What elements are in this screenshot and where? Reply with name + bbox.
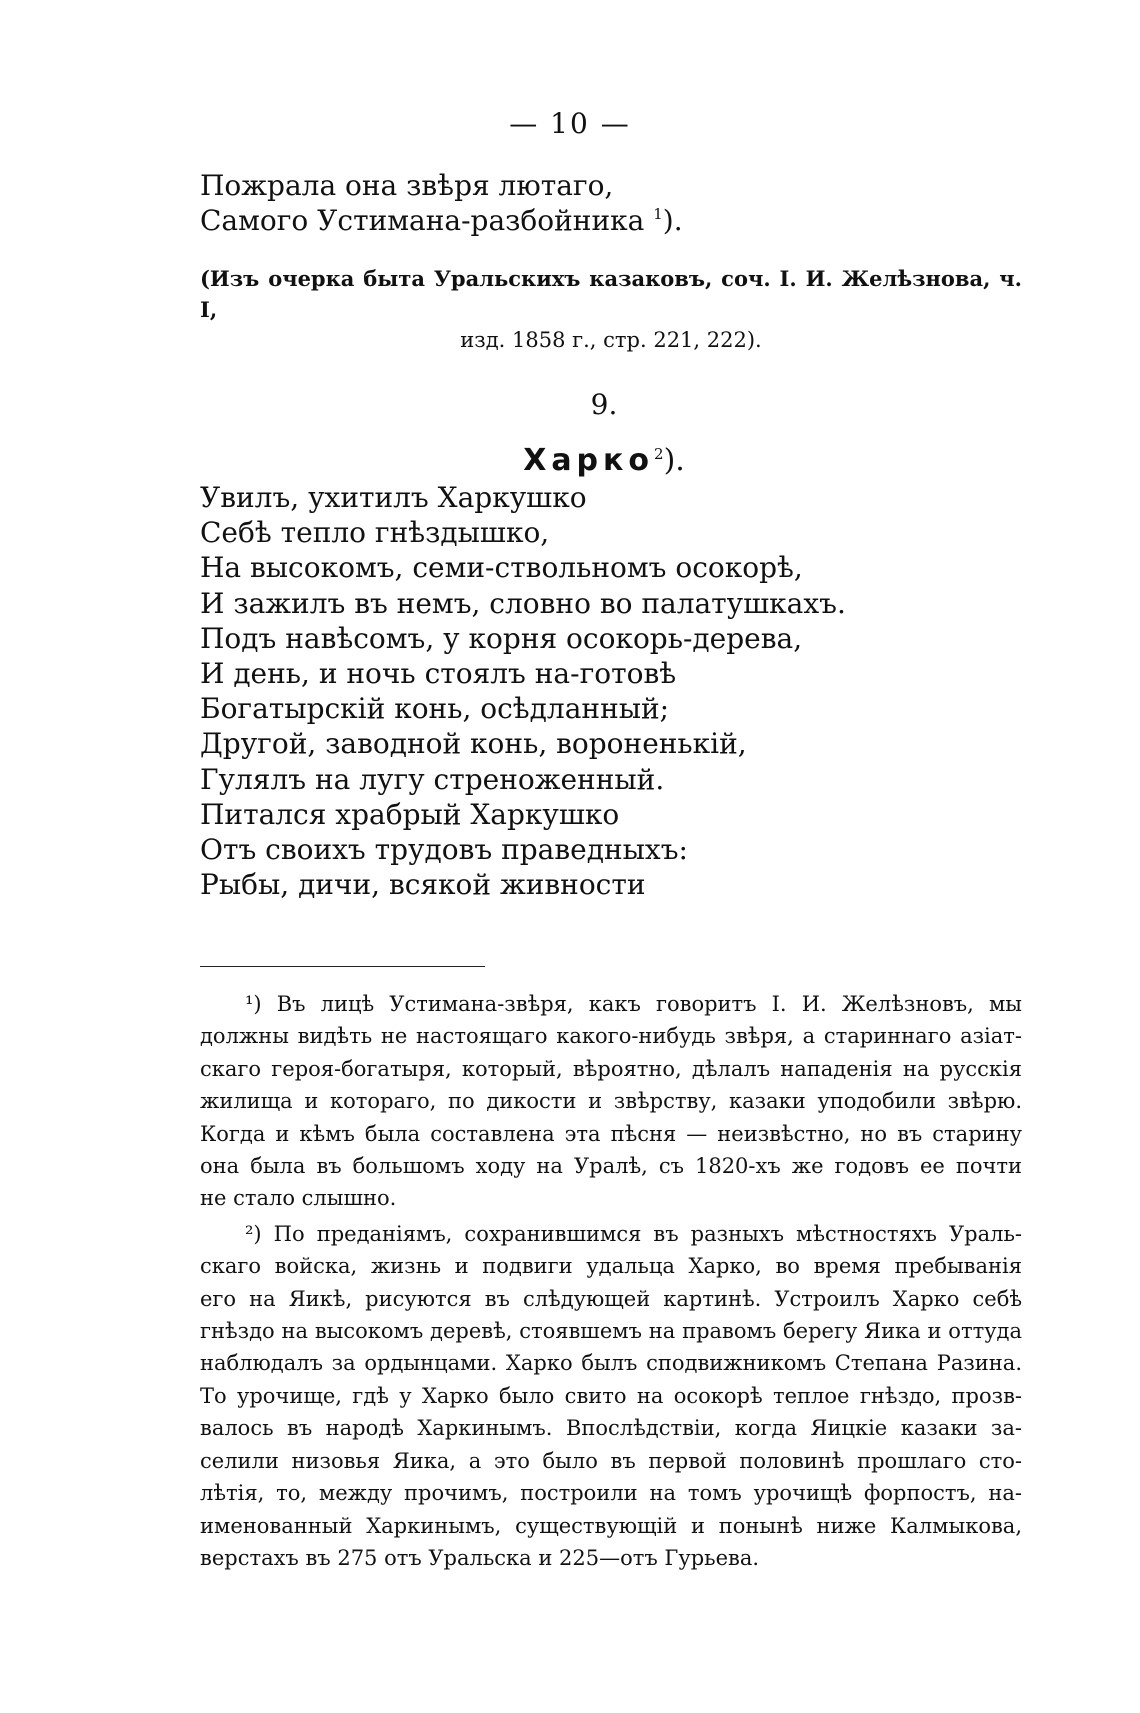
source-line-1: (Изъ очерка быта Уральскихъ казаковъ, соч. І. И. Желѣзнова, ч. І, <box>200 266 1022 322</box>
footnote-line: селили низовья Яика, а это было въ первой половинѣ прошлаго сто- <box>200 1448 1022 1473</box>
footnote-line: гнѣздо на высокомъ деревѣ, стоявшемъ на правомъ берегу Яика и оттуда <box>200 1319 1022 1344</box>
verse-line: Себѣ тепло гнѣздышко, <box>200 516 550 550</box>
footnote-line: верстахъ въ 275 отъ Уральска и 225—отъ Гурьева. <box>200 1545 760 1570</box>
verse-top <box>200 168 683 238</box>
footnote-line: ²) По преданіямъ, сохранившимся въ разныхъ мѣстностяхъ Ураль- <box>245 1221 1022 1246</box>
verse-line: Увилъ, ухитилъ Харкушко <box>200 481 587 514</box>
footnote-line: Когда и кѣмъ была составлена эта пѣсня — неизвѣстно, но въ старину <box>200 1121 1022 1146</box>
verse-main <box>200 480 846 902</box>
footnote-line: валось въ народѣ Харкинымъ. Впослѣдствіи, когда Яицкіе казаки за- <box>200 1416 1022 1441</box>
page-number: — 10 — <box>509 107 631 140</box>
song-title <box>0 443 1140 478</box>
verse-line: Отъ своихъ трудовъ праведныхъ: <box>200 833 688 867</box>
verse-line: И день, и ночь стоялъ на-готовѣ <box>200 657 677 691</box>
verse-line: Пожрала она звѣря лютаго, <box>200 169 614 202</box>
verse-line: Рыбы, дичи, всякой живности <box>200 868 646 902</box>
footnote-line: лѣтія, то, между прочимъ, построили на томъ урочищѣ форпостъ, на- <box>200 1481 1022 1506</box>
verse-line: Гулялъ на лугу стреноженный. <box>200 762 665 796</box>
verse-line: На высокомъ, семи-ствольномъ осокорѣ, <box>200 551 803 585</box>
footnote-divider <box>200 966 485 967</box>
verse-line <box>200 203 683 238</box>
verse-line: И зажилъ въ немъ, словно во палатушкахъ. <box>200 586 846 620</box>
source-line-2: изд. 1858 г., стр. 221, 222). <box>460 328 762 352</box>
footnote-line: именованный Харкинымъ, существующій и понынѣ ниже Калмыкова, <box>200 1513 1022 1538</box>
footnote-marker: 2 <box>654 445 664 463</box>
verse-line-close: ). <box>662 204 683 237</box>
footnote-line: ¹) Въ лицѣ Устимана-звѣря, какъ говоритъ І. И. Желѣзновъ, мы <box>245 992 1022 1016</box>
footnote-line: жилища и котораго, по дикости и звѣрству, казаки уподобили звѣрю. <box>200 1089 1022 1114</box>
source-citation <box>200 263 1022 356</box>
verse-line-text: Самого Устимана-разбойника <box>200 204 645 237</box>
footnote-line: наблюдалъ за ордынцами. Харко былъ сподвижникомъ Степана Разина. <box>200 1351 1022 1376</box>
song-title-close: ). <box>663 443 685 478</box>
footnote-line: не стало слышно. <box>200 1186 397 1211</box>
footnotes <box>200 988 1022 1574</box>
footnote-marker: 1 <box>653 205 663 223</box>
song-number: 9. <box>590 388 618 421</box>
footnote-line: То урочище, гдѣ у Харко было свито на осокорѣ теплое гнѣздо, прозв- <box>200 1383 1022 1408</box>
verse-line: Другой, заводной конь, вороненькій, <box>200 727 747 761</box>
song-title-text: Харко <box>523 443 655 478</box>
verse-line: Подъ навѣсомъ, у корня осокорь-дерева, <box>200 621 803 655</box>
footnote-line: скаго героя-богатыря, который, вѣроятно, дѣлалъ нападенія на русскія <box>200 1056 1022 1081</box>
verse-line: Питался храбрый Харкушко <box>200 797 620 831</box>
verse-line: Богатырскій конь, осѣдланный; <box>200 692 670 726</box>
footnote-line: скаго войска, жизнь и подвиги удальца Харко, во время пребыванія <box>200 1254 1022 1279</box>
footnote-2 <box>200 1218 1022 1574</box>
footnote-line: она была въ большомъ ходу на Уралѣ, съ 1820-хъ же годовъ ее почти <box>200 1154 1022 1179</box>
footnote-1 <box>200 988 1022 1215</box>
footnote-line: должны видѣть не настоящаго какого-нибудь звѣря, а стариннаго азіат- <box>200 1024 1022 1049</box>
footnote-line: его на Яикѣ, рисуются въ слѣдующей картинѣ. Устроилъ Харко себѣ <box>200 1286 1022 1311</box>
